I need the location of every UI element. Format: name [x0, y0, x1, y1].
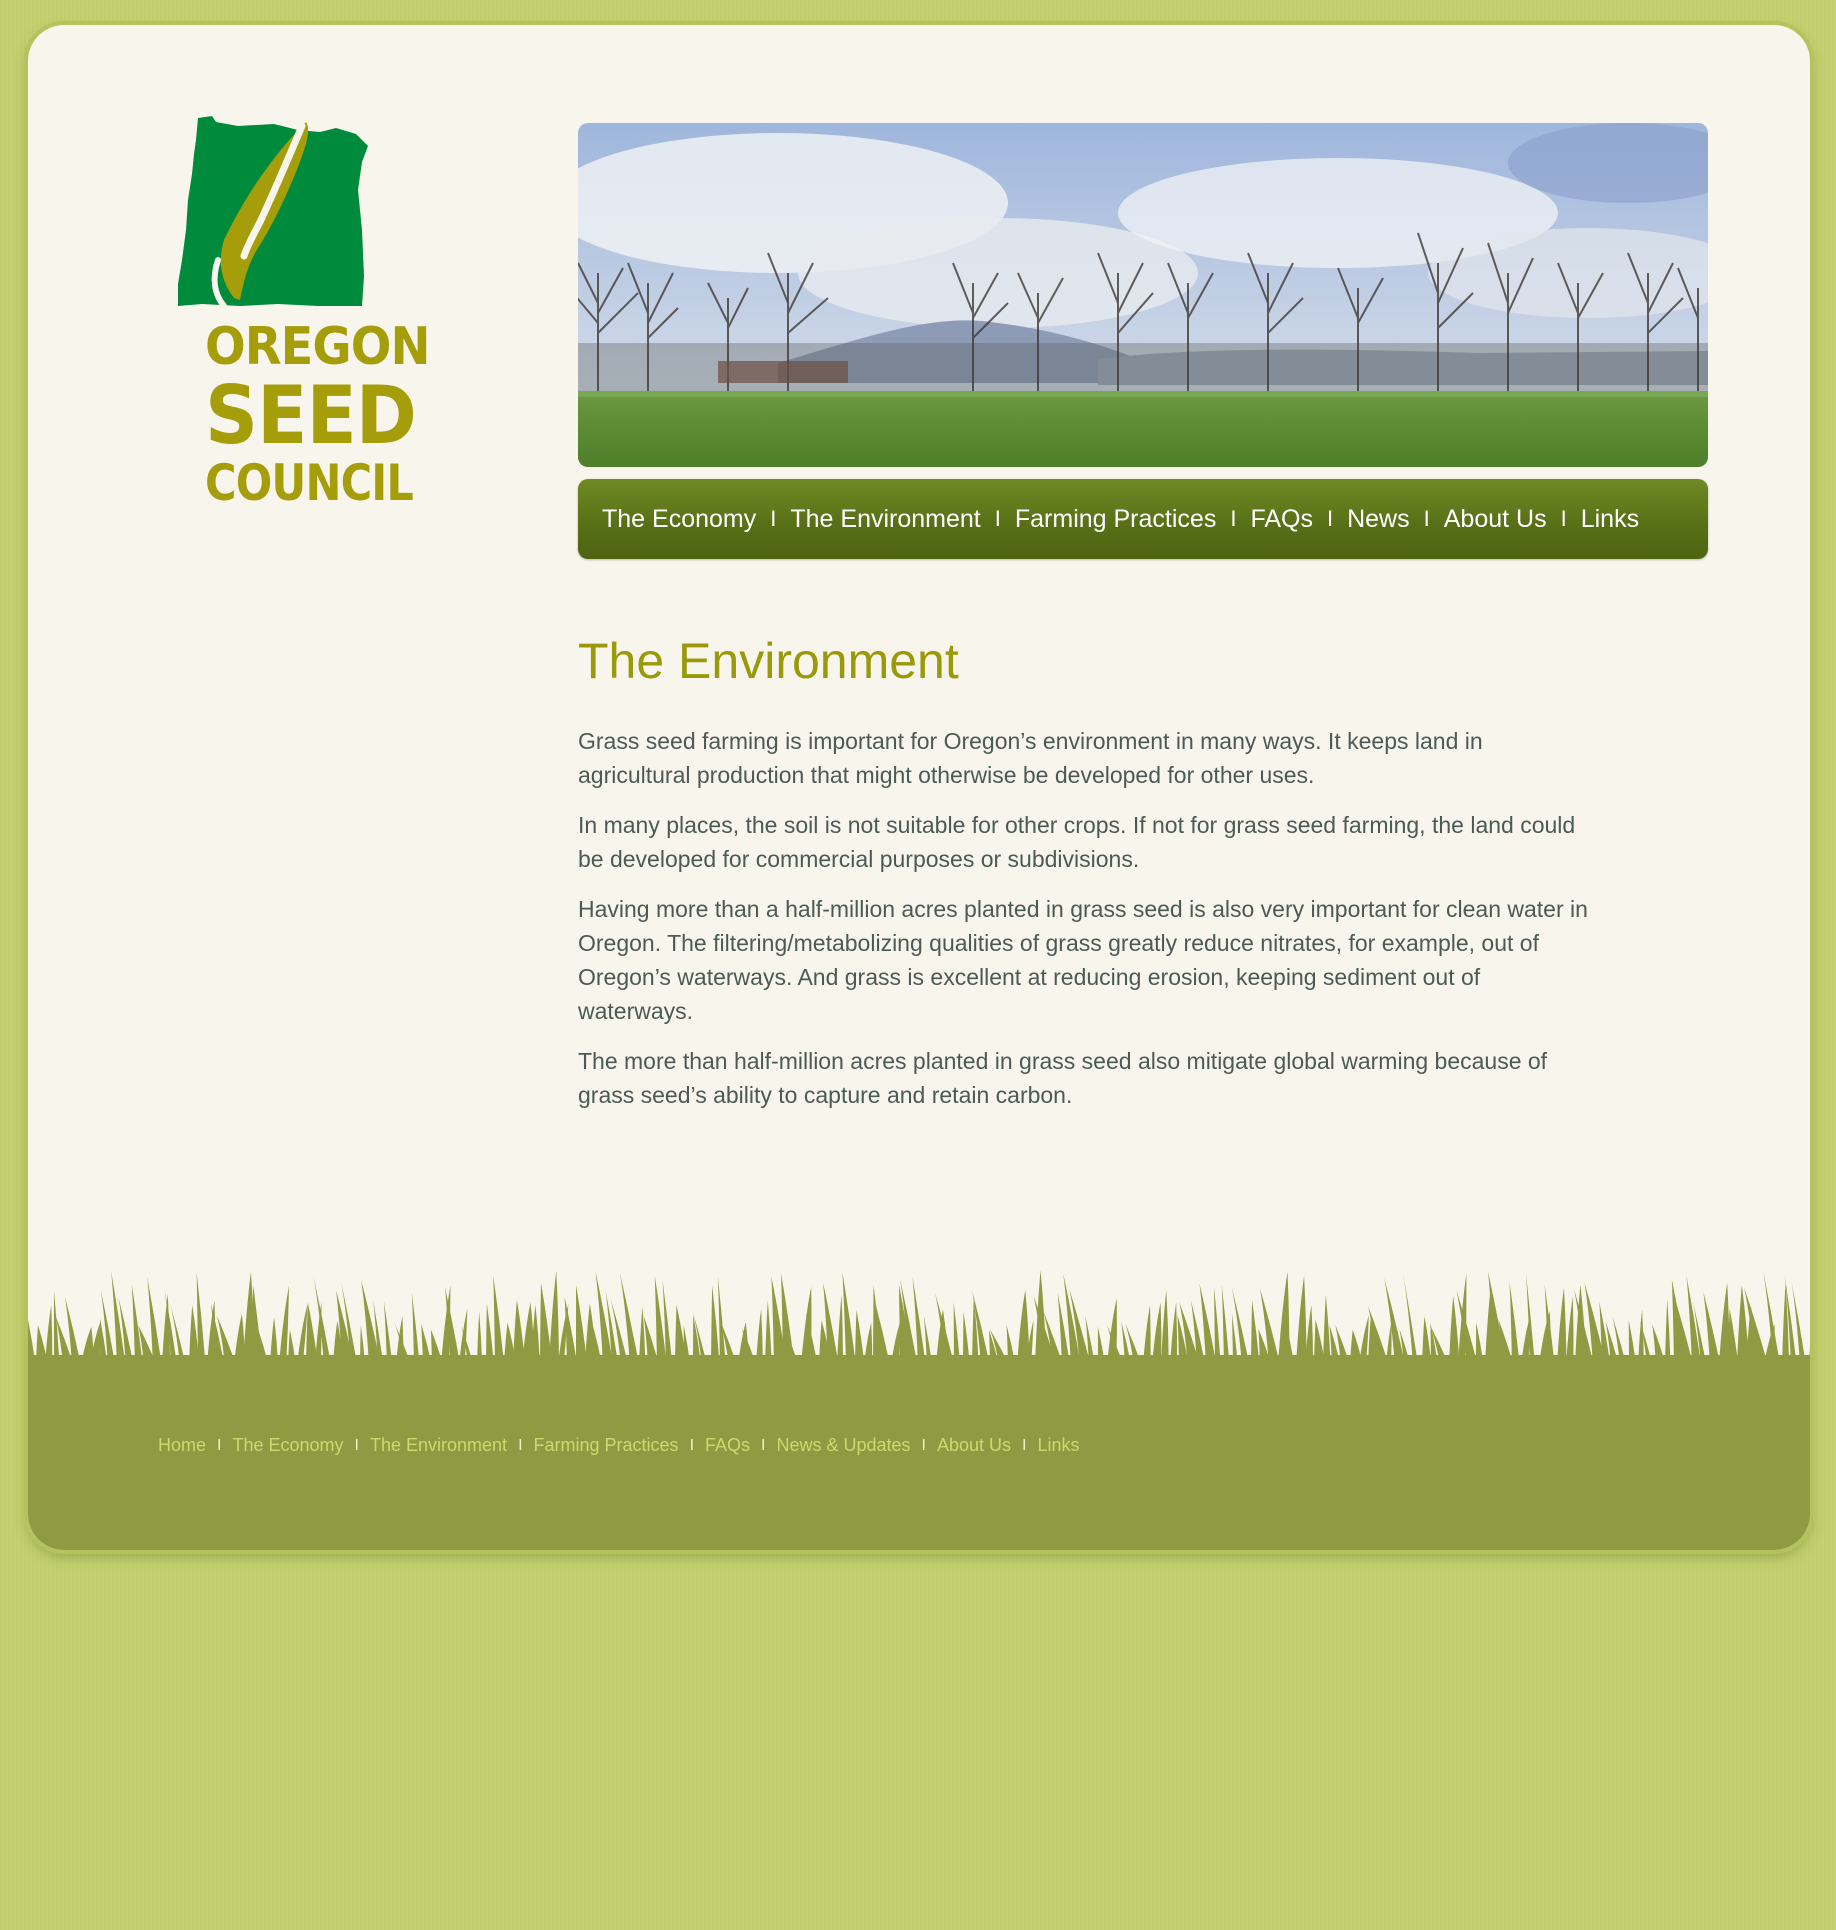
- grass-blade: [1719, 1283, 1730, 1365]
- footer-separator: I: [217, 1436, 222, 1454]
- grass-blade: [1809, 1279, 1810, 1365]
- grass-blade: [279, 1286, 289, 1365]
- nav-separator: I: [1560, 506, 1567, 531]
- content-paragraph: The more than half-million acres planted in grass seed also mitigate global warming because of grass seed’s ability to capture and retain carbon.: [578, 1047, 1548, 1108]
- logo-text-seed: SEED: [205, 369, 416, 462]
- footer-separator: I: [518, 1436, 523, 1454]
- nav-link-faqs[interactable]: FAQs: [1250, 504, 1313, 533]
- grass-blade: [576, 1285, 587, 1365]
- content-paragraph: Grass seed farming is important for Oregon’s environment in many ways. It keeps land in agricultural production that might otherwise be developed for other uses.: [578, 727, 1483, 788]
- footer-separator: I: [689, 1436, 695, 1454]
- field-landscape-image: [578, 123, 1708, 467]
- oregon-seed-council-logo[interactable]: [178, 110, 478, 510]
- grass-blade: [1782, 1283, 1789, 1365]
- main-content: [578, 635, 1588, 1128]
- nav-link-about-us[interactable]: About Us: [1443, 504, 1547, 533]
- grass-blade: [1161, 1290, 1169, 1365]
- grass-blade: [493, 1276, 504, 1365]
- footer-link-the-environment[interactable]: The Environment: [369, 1435, 508, 1455]
- nav-link-news[interactable]: News: [1347, 504, 1410, 533]
- nav-separator: I: [1230, 506, 1237, 531]
- grass-blade: [711, 1286, 720, 1365]
- grass-blade: [1222, 1285, 1230, 1365]
- footer-link-home[interactable]: Home: [158, 1435, 207, 1455]
- grass-blade: [1296, 1276, 1307, 1365]
- logo-text-oregon: OREGON: [205, 317, 430, 377]
- footer-link-farming-practices[interactable]: Farming Practices: [533, 1435, 679, 1455]
- footer-separator: I: [1022, 1436, 1027, 1454]
- grass-blade: [842, 1272, 856, 1365]
- grass-blade: [718, 1276, 726, 1365]
- footer-separator: I: [761, 1436, 766, 1454]
- grass-blade: [197, 1273, 206, 1365]
- footer: [28, 1355, 1810, 1550]
- footer-link-links[interactable]: Links: [1037, 1435, 1080, 1455]
- nav-link-farming-practices[interactable]: Farming Practices: [1014, 504, 1217, 533]
- nav-separator: I: [770, 506, 777, 531]
- footer-link-news-updates[interactable]: News & Updates: [776, 1435, 911, 1455]
- grass-blade: [111, 1271, 125, 1365]
- grass-blade: [132, 1284, 143, 1365]
- nav-separator: I: [1326, 506, 1334, 531]
- footer-link-faqs[interactable]: FAQs: [705, 1435, 751, 1455]
- nav-link-the-environment[interactable]: The Environment: [790, 504, 981, 533]
- grass-blade: [1557, 1288, 1566, 1365]
- nav-link-the-economy[interactable]: The Economy: [602, 504, 757, 533]
- main-navigation: [578, 479, 1708, 559]
- footer-link-the-economy[interactable]: The Economy: [232, 1435, 344, 1455]
- grass-blade: [549, 1271, 559, 1365]
- footer-link-about-us[interactable]: About Us: [937, 1435, 1012, 1455]
- grass-blade: [1214, 1286, 1221, 1365]
- footer-separator: I: [921, 1436, 926, 1454]
- content-paragraph: In many places, the soil is not suitable for other crops. If not for grass seed farming, the land could be developed for commercial purposes or subdivisions.: [578, 811, 1576, 872]
- grass-blade: [1510, 1282, 1520, 1365]
- header-banner-image: [578, 123, 1708, 467]
- footer-separator: I: [354, 1436, 359, 1454]
- nav-separator: I: [1423, 506, 1430, 531]
- logo-text-council: COUNCIL: [205, 454, 413, 512]
- nav-link-links[interactable]: Links: [1580, 504, 1640, 533]
- page-title: The Environment: [578, 633, 959, 689]
- page-card: [28, 25, 1810, 1550]
- nav-separator: I: [994, 506, 1001, 531]
- content-paragraph: Having more than a half-million acres planted in grass seed is also very important for clean water in Oregon. The filtering/metabolizing qualities of grass greatly reduce nitrates, for example, out of Oregon’s waterways. And grass is excellent at reducing erosion, keeping sediment out of waterways.: [578, 895, 1588, 1024]
- oregon-map-seed-icon: [178, 110, 478, 320]
- footer-navigation: [158, 1435, 1080, 1456]
